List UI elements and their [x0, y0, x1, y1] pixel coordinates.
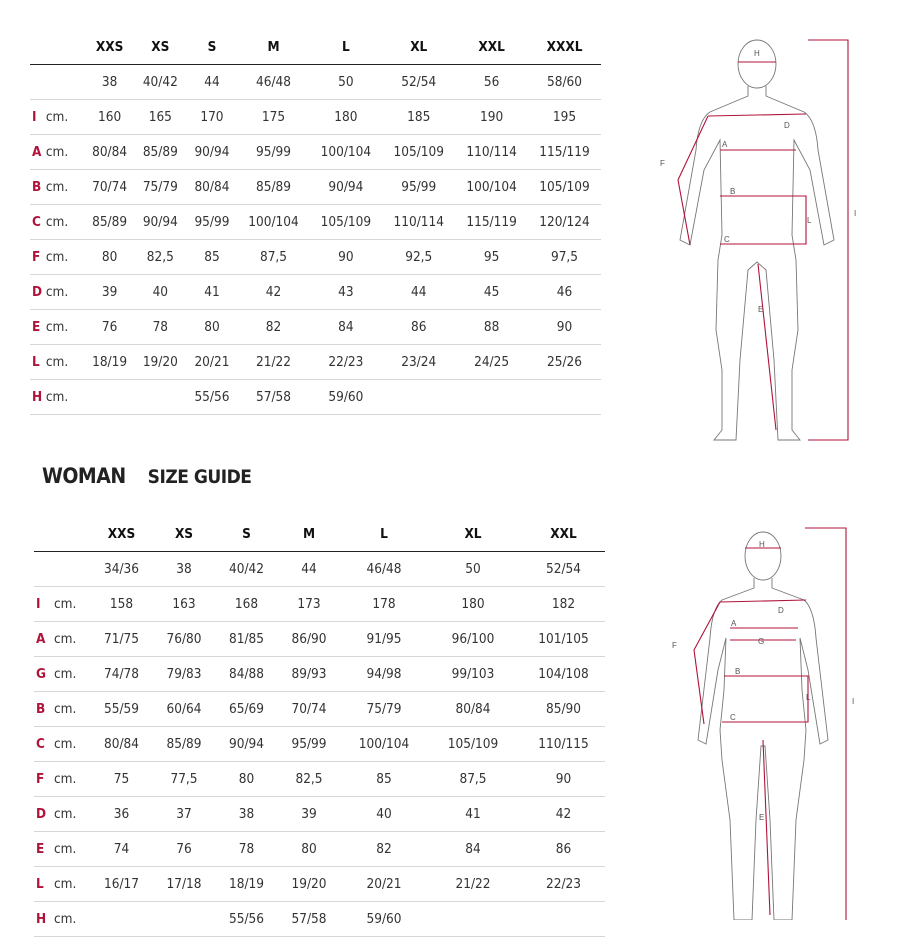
table-row	[34, 657, 605, 692]
size-value-cell: 38	[219, 797, 274, 832]
table-row	[30, 380, 601, 415]
size-value-cell: 90/94	[186, 135, 237, 170]
size-value-cell: 79/83	[149, 657, 219, 692]
size-value-cell: 95/99	[382, 170, 455, 205]
men-header-row	[30, 30, 601, 65]
size-value-cell: 23/24	[382, 345, 455, 380]
size-value-cell: 168	[219, 587, 274, 622]
size-value-cell: 90/94	[309, 170, 382, 205]
size-value-cell: 105/109	[528, 170, 601, 205]
size-value-cell: 20/21	[344, 867, 424, 902]
size-value-cell: 70/74	[85, 170, 134, 205]
size-value-cell: 74/78	[94, 657, 149, 692]
size-value-cell: 37	[149, 797, 219, 832]
unit-label: cm.	[46, 100, 85, 135]
size-value-cell: 43	[309, 275, 382, 310]
size-value-cell: 50	[424, 552, 522, 587]
woman-figure-label: F	[672, 641, 677, 650]
unit-label: cm.	[54, 867, 94, 902]
size-value-cell: 78	[219, 832, 274, 867]
table-row	[34, 552, 605, 587]
size-guide-subtitle: SIZE GUIDE	[147, 466, 252, 488]
size-value-cell: 85/89	[238, 170, 310, 205]
size-value-cell: 86/90	[274, 622, 344, 657]
size-value-cell: 80/84	[186, 170, 237, 205]
size-value-cell: 195	[528, 100, 601, 135]
unit-label: cm.	[46, 205, 85, 240]
size-value-cell: 178	[344, 587, 424, 622]
unit-label: cm.	[54, 797, 94, 832]
size-value-cell: 40	[344, 797, 424, 832]
size-value-cell: 87,5	[424, 762, 522, 797]
size-header: XXS	[94, 517, 149, 552]
size-value-cell: 41	[424, 797, 522, 832]
unit-label: cm.	[54, 902, 94, 937]
size-value-cell: 86	[382, 310, 455, 345]
size-header: M	[274, 517, 344, 552]
size-value-cell: 105/109	[424, 727, 522, 762]
size-value-cell: 55/56	[219, 902, 274, 937]
table-row	[34, 727, 605, 762]
size-value-cell: 77,5	[149, 762, 219, 797]
size-value-cell: 18/19	[85, 345, 134, 380]
table-row	[34, 622, 605, 657]
woman-figure-label: A	[731, 619, 737, 628]
measure-code: C	[34, 727, 54, 762]
size-value-cell: 55/59	[94, 692, 149, 727]
header-spacer	[34, 517, 54, 552]
size-value-cell: 87,5	[238, 240, 310, 275]
size-value-cell: 105/109	[382, 135, 455, 170]
size-header: XXL	[522, 517, 605, 552]
woman-header-row	[34, 517, 605, 552]
size-value-cell: 17/18	[149, 867, 219, 902]
men-size-table	[30, 30, 601, 415]
unit-label: cm.	[54, 762, 94, 797]
measure-code: F	[34, 762, 54, 797]
men-figure-label: C	[724, 235, 730, 244]
table-row	[34, 867, 605, 902]
size-value-cell: 158	[94, 587, 149, 622]
size-value-cell: 40	[134, 275, 186, 310]
table-row	[30, 310, 601, 345]
size-value-cell: 160	[85, 100, 134, 135]
size-header: S	[186, 30, 237, 65]
size-value-cell: 45	[455, 275, 528, 310]
woman-figure-label: I	[852, 697, 855, 706]
size-value-cell: 95/99	[186, 205, 237, 240]
unit-label	[54, 552, 94, 587]
size-value-cell: 92,5	[382, 240, 455, 275]
measure-code: A	[34, 622, 54, 657]
measure-code: F	[30, 240, 46, 275]
size-value-cell: 85/89	[85, 205, 134, 240]
woman-table-body	[34, 552, 605, 937]
size-value-cell: 65/69	[219, 692, 274, 727]
unit-label: cm.	[54, 657, 94, 692]
men-figure-label: H	[754, 49, 760, 58]
size-value-cell: 71/75	[94, 622, 149, 657]
table-row	[30, 170, 601, 205]
size-value-cell: 80/84	[85, 135, 134, 170]
size-value-cell: 52/54	[382, 65, 455, 100]
size-value-cell: 44	[382, 275, 455, 310]
men-figure-label: F	[660, 159, 665, 168]
woman-figure-label: D	[778, 606, 784, 615]
table-row	[34, 797, 605, 832]
size-value-cell: 95/99	[274, 727, 344, 762]
size-value-cell: 90	[528, 310, 601, 345]
woman-size-table	[34, 517, 605, 937]
size-value-cell: 88	[455, 310, 528, 345]
unit-label: cm.	[46, 170, 85, 205]
size-value-cell: 85/89	[149, 727, 219, 762]
men-figure-label: L	[807, 216, 812, 225]
measure-code: E	[34, 832, 54, 867]
size-value-cell: 82,5	[134, 240, 186, 275]
size-value-cell: 82,5	[274, 762, 344, 797]
measure-code: D	[34, 797, 54, 832]
size-value-cell: 100/104	[455, 170, 528, 205]
size-value-cell: 22/23	[309, 345, 382, 380]
measure-code: H	[34, 902, 54, 937]
unit-label: cm.	[46, 345, 85, 380]
measure-code: D	[30, 275, 46, 310]
size-value-cell: 81/85	[219, 622, 274, 657]
size-value-cell: 38	[149, 552, 219, 587]
woman-heading	[42, 464, 251, 488]
size-value-cell: 90	[522, 762, 605, 797]
size-value-cell	[134, 380, 186, 415]
size-value-cell	[455, 380, 528, 415]
unit-label: cm.	[46, 275, 85, 310]
size-value-cell: 41	[186, 275, 237, 310]
size-value-cell: 39	[274, 797, 344, 832]
unit-label: cm.	[46, 380, 85, 415]
table-row	[30, 100, 601, 135]
size-value-cell: 115/119	[455, 205, 528, 240]
size-value-cell: 44	[186, 65, 237, 100]
unit-label: cm.	[54, 692, 94, 727]
men-table-body	[30, 65, 601, 415]
size-value-cell: 80	[85, 240, 134, 275]
size-value-cell: 80	[219, 762, 274, 797]
woman-figure-label: H	[759, 540, 765, 549]
size-value-cell: 180	[424, 587, 522, 622]
header-spacer	[54, 517, 94, 552]
size-value-cell: 39	[85, 275, 134, 310]
size-value-cell: 100/104	[309, 135, 382, 170]
size-value-cell: 56	[455, 65, 528, 100]
woman-title: WOMAN	[42, 464, 126, 488]
size-header: S	[219, 517, 274, 552]
size-value-cell: 85/90	[522, 692, 605, 727]
measure-code: H	[30, 380, 46, 415]
size-value-cell: 97,5	[528, 240, 601, 275]
size-value-cell: 20/21	[186, 345, 237, 380]
size-value-cell: 86	[522, 832, 605, 867]
size-value-cell: 75/79	[134, 170, 186, 205]
size-value-cell: 110/115	[522, 727, 605, 762]
unit-label: cm.	[54, 622, 94, 657]
size-value-cell: 170	[186, 100, 237, 135]
size-value-cell: 52/54	[522, 552, 605, 587]
measure-code: I	[34, 587, 54, 622]
size-value-cell: 90/94	[134, 205, 186, 240]
table-row	[30, 275, 601, 310]
size-value-cell: 34/36	[94, 552, 149, 587]
measure-code	[34, 552, 54, 587]
size-header: XXXL	[528, 30, 601, 65]
size-value-cell: 21/22	[238, 345, 310, 380]
size-header: XXL	[455, 30, 528, 65]
size-value-cell: 46/48	[238, 65, 310, 100]
size-value-cell: 190	[455, 100, 528, 135]
size-value-cell	[424, 902, 522, 937]
size-value-cell: 100/104	[344, 727, 424, 762]
woman-figure-label: L	[806, 693, 811, 702]
table-row	[30, 240, 601, 275]
measure-code: I	[30, 100, 46, 135]
table-row	[30, 65, 601, 100]
size-value-cell: 84	[309, 310, 382, 345]
size-value-cell: 76/80	[149, 622, 219, 657]
size-value-cell: 101/105	[522, 622, 605, 657]
size-value-cell: 50	[309, 65, 382, 100]
size-value-cell: 80	[186, 310, 237, 345]
woman-figure-labels	[672, 540, 854, 822]
woman-figure-label: C	[730, 713, 736, 722]
size-value-cell: 44	[274, 552, 344, 587]
size-value-cell: 76	[85, 310, 134, 345]
size-value-cell: 82	[344, 832, 424, 867]
size-value-cell: 76	[149, 832, 219, 867]
size-value-cell: 70/74	[274, 692, 344, 727]
size-value-cell	[522, 902, 605, 937]
men-body-figure	[650, 30, 890, 450]
size-value-cell: 19/20	[274, 867, 344, 902]
size-value-cell: 38	[85, 65, 134, 100]
size-value-cell: 75/79	[344, 692, 424, 727]
table-row	[34, 587, 605, 622]
size-value-cell: 100/104	[238, 205, 310, 240]
size-value-cell	[149, 902, 219, 937]
table-row	[34, 692, 605, 727]
size-value-cell	[85, 380, 134, 415]
size-value-cell: 175	[238, 100, 310, 135]
size-header: L	[344, 517, 424, 552]
size-value-cell: 59/60	[344, 902, 424, 937]
men-figure-labels	[660, 49, 856, 314]
size-value-cell: 90/94	[219, 727, 274, 762]
size-value-cell: 60/64	[149, 692, 219, 727]
table-row	[34, 832, 605, 867]
size-value-cell: 84	[424, 832, 522, 867]
men-figure-label: E	[758, 305, 764, 314]
size-value-cell: 36	[94, 797, 149, 832]
size-value-cell: 90	[309, 240, 382, 275]
size-value-cell: 57/58	[238, 380, 310, 415]
size-value-cell: 115/119	[528, 135, 601, 170]
size-value-cell	[382, 380, 455, 415]
size-value-cell: 95	[455, 240, 528, 275]
size-value-cell: 96/100	[424, 622, 522, 657]
size-value-cell: 40/42	[219, 552, 274, 587]
woman-figure-label: E	[759, 813, 765, 822]
size-value-cell: 80/84	[94, 727, 149, 762]
measure-code: L	[34, 867, 54, 902]
men-figure-label: B	[730, 187, 736, 196]
size-value-cell: 95/99	[238, 135, 310, 170]
size-value-cell: 85	[344, 762, 424, 797]
size-value-cell: 75	[94, 762, 149, 797]
table-row	[30, 345, 601, 380]
size-value-cell: 82	[238, 310, 310, 345]
size-header: XL	[424, 517, 522, 552]
woman-body-figure	[660, 520, 900, 920]
men-figure-label: D	[784, 121, 790, 130]
measure-code: B	[30, 170, 46, 205]
size-value-cell: 46/48	[344, 552, 424, 587]
size-value-cell: 104/108	[522, 657, 605, 692]
size-value-cell: 24/25	[455, 345, 528, 380]
size-value-cell: 120/124	[528, 205, 601, 240]
size-value-cell: 80/84	[424, 692, 522, 727]
size-value-cell: 55/56	[186, 380, 237, 415]
size-value-cell: 22/23	[522, 867, 605, 902]
measure-code: C	[30, 205, 46, 240]
size-value-cell: 46	[528, 275, 601, 310]
size-value-cell: 58/60	[528, 65, 601, 100]
measure-code: A	[30, 135, 46, 170]
size-value-cell: 173	[274, 587, 344, 622]
size-header: XS	[134, 30, 186, 65]
size-header: XL	[382, 30, 455, 65]
woman-figure-label: G	[758, 637, 765, 646]
size-value-cell	[528, 380, 601, 415]
size-value-cell: 57/58	[274, 902, 344, 937]
unit-label	[46, 65, 85, 100]
measure-code: E	[30, 310, 46, 345]
unit-label: cm.	[54, 832, 94, 867]
size-value-cell: 94/98	[344, 657, 424, 692]
size-value-cell: 91/95	[344, 622, 424, 657]
size-value-cell: 180	[309, 100, 382, 135]
table-row	[30, 135, 601, 170]
measure-code: B	[34, 692, 54, 727]
size-value-cell: 21/22	[424, 867, 522, 902]
men-figure-label: I	[854, 209, 857, 218]
size-value-cell: 110/114	[382, 205, 455, 240]
size-header: XXS	[85, 30, 134, 65]
woman-figure-label: B	[735, 667, 741, 676]
size-value-cell: 42	[238, 275, 310, 310]
size-value-cell: 78	[134, 310, 186, 345]
size-value-cell: 105/109	[309, 205, 382, 240]
unit-label: cm.	[54, 727, 94, 762]
unit-label: cm.	[46, 135, 85, 170]
size-header: M	[238, 30, 310, 65]
size-value-cell: 74	[94, 832, 149, 867]
table-row	[34, 902, 605, 937]
measure-code: L	[30, 345, 46, 380]
men-figure-label: A	[722, 140, 728, 149]
size-header: XS	[149, 517, 219, 552]
header-spacer	[46, 30, 85, 65]
size-value-cell: 110/114	[455, 135, 528, 170]
size-value-cell: 16/17	[94, 867, 149, 902]
size-value-cell: 99/103	[424, 657, 522, 692]
size-value-cell: 185	[382, 100, 455, 135]
measure-code: G	[34, 657, 54, 692]
unit-label: cm.	[46, 310, 85, 345]
size-value-cell	[94, 902, 149, 937]
size-value-cell: 84/88	[219, 657, 274, 692]
table-row	[34, 762, 605, 797]
measure-code	[30, 65, 46, 100]
size-value-cell: 42	[522, 797, 605, 832]
table-row	[30, 205, 601, 240]
size-value-cell: 18/19	[219, 867, 274, 902]
size-value-cell: 40/42	[134, 65, 186, 100]
size-value-cell: 19/20	[134, 345, 186, 380]
size-value-cell: 80	[274, 832, 344, 867]
size-header: L	[309, 30, 382, 65]
size-value-cell: 163	[149, 587, 219, 622]
size-value-cell: 85	[186, 240, 237, 275]
size-value-cell: 165	[134, 100, 186, 135]
unit-label: cm.	[46, 240, 85, 275]
header-spacer	[30, 30, 46, 65]
unit-label: cm.	[54, 587, 94, 622]
size-value-cell: 89/93	[274, 657, 344, 692]
size-value-cell: 182	[522, 587, 605, 622]
size-value-cell: 85/89	[134, 135, 186, 170]
size-value-cell: 25/26	[528, 345, 601, 380]
size-value-cell: 59/60	[309, 380, 382, 415]
